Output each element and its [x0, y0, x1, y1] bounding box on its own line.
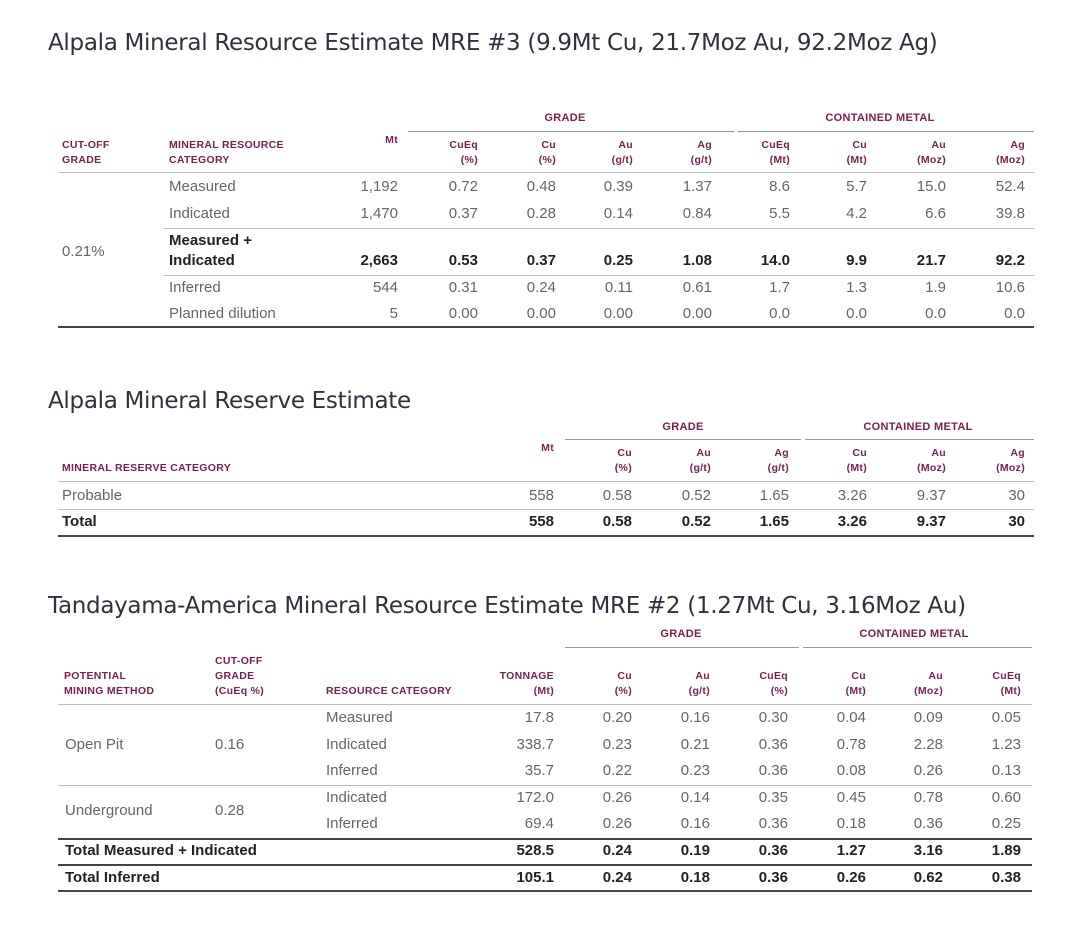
t1-value-cell: 0.00: [603, 305, 633, 322]
t3-value-cell: 0.36: [758, 736, 788, 753]
t2-value-cell: 0.58: [602, 513, 632, 530]
t2-mt-cell: 558: [528, 513, 554, 530]
t1-value-cell: 4.2: [846, 205, 867, 222]
t1-category-label: Measured +: [169, 232, 252, 249]
t3-col-header: Cu (Mt): [845, 670, 866, 697]
t1-value-cell: 0.00: [682, 305, 712, 322]
t3-contained-metal-group-label: CONTAINED METAL: [859, 628, 969, 640]
t1-col-header: Cu (%): [538, 139, 556, 166]
t3-value-cell: 1.27: [836, 842, 866, 859]
t2-value-cell: 3.26: [837, 513, 867, 530]
t1-category-label: Indicated: [169, 252, 235, 269]
t3-value-cell: 0.26: [602, 815, 632, 832]
t3-tonnage-cell: 338.7: [516, 736, 554, 753]
t1-value-cell: 0.25: [603, 252, 633, 269]
t2-col-header: Ag (Moz): [996, 447, 1025, 474]
t1-value-cell: 0.37: [526, 252, 556, 269]
t3-value-cell: 0.19: [680, 842, 710, 859]
t2-value-cell: 9.37: [916, 513, 946, 530]
tandayama-estimate-title: Tandayama-America Mineral Resource Estimate MRE #2 (1.27Mt Cu, 3.16Moz Au): [48, 593, 966, 619]
t2-value-cell: 1.65: [759, 487, 789, 504]
t3-method-underground: Underground: [65, 802, 153, 819]
t1-value-cell: 0.53: [448, 252, 478, 269]
t3-tonnage-cell: 35.7: [524, 762, 554, 779]
t1-value-cell: 0.0: [925, 305, 946, 322]
t1-header-cutoff: CUT-OFF GRADE: [62, 139, 110, 166]
t2-value-cell: 3.26: [837, 487, 867, 504]
t1-value-cell: 9.9: [846, 252, 867, 269]
t3-category-label: Inferred: [326, 762, 378, 779]
grade-group-label: GRADE: [544, 112, 586, 124]
t1-value-cell: 0.24: [526, 279, 556, 296]
t2-col-header: Au (g/t): [689, 447, 711, 474]
t2-header-mt: Mt: [541, 442, 554, 454]
t3-tonnage-cell: 172.0: [516, 789, 554, 806]
t1-mt-cell: 1,192: [360, 178, 398, 195]
t3-value-cell: 0.23: [680, 762, 710, 779]
t1-mt-cell: 1,470: [360, 205, 398, 222]
t3-value-cell: 0.09: [913, 709, 943, 726]
t1-value-cell: 0.11: [604, 279, 633, 296]
t2-col-header: Au (Moz): [917, 447, 946, 474]
t1-value-cell: 10.6: [995, 279, 1025, 296]
t3-value-cell: 0.18: [836, 815, 866, 832]
t3-value-cell: 0.36: [758, 762, 788, 779]
t3-header-category: RESOURCE CATEGORY: [326, 685, 452, 697]
t3-category-label: Inferred: [326, 815, 378, 832]
contained-metal-group-label: CONTAINED METAL: [825, 112, 935, 124]
t1-value-cell: 5.7: [846, 178, 867, 195]
t1-value-cell: 0.0: [769, 305, 790, 322]
t2-header-category: MINERAL RESERVE CATEGORY: [62, 462, 232, 474]
t2-contained-metal-group-label: CONTAINED METAL: [863, 421, 973, 433]
t3-value-cell: 0.30: [758, 709, 788, 726]
t3-value-cell: 0.38: [991, 869, 1021, 886]
t1-cutoff-value: 0.21%: [62, 243, 105, 260]
t3-value-cell: 0.36: [758, 842, 788, 859]
t3-value-cell: 0.16: [680, 709, 710, 726]
t1-value-cell: 21.7: [916, 252, 946, 269]
t1-value-cell: 15.0: [916, 178, 946, 195]
t3-header-method: POTENTIAL MINING METHOD: [64, 670, 155, 697]
t1-col-header: CuEq (Mt): [761, 139, 790, 166]
t3-cutoff-underground: 0.28: [215, 802, 245, 819]
t3-value-cell: 0.36: [758, 869, 788, 886]
t2-col-header: Cu (%): [614, 447, 632, 474]
t1-header-category: MINERAL RESOURCE CATEGORY: [169, 139, 284, 166]
t3-category-label: Indicated: [326, 789, 387, 806]
t1-value-cell: 1.08: [682, 252, 712, 269]
t3-value-cell: 0.05: [991, 709, 1021, 726]
reserve-estimate-title: Alpala Mineral Reserve Estimate: [48, 388, 411, 414]
t1-mt-cell: 5: [389, 305, 398, 322]
t3-col-header: Au (Moz): [914, 670, 943, 697]
t3-value-cell: 0.26: [913, 762, 943, 779]
t3-value-cell: 0.04: [836, 709, 866, 726]
t3-col-header: Cu (%): [614, 670, 632, 697]
t1-category-label: Measured: [169, 178, 236, 195]
resource-estimate-title: Alpala Mineral Resource Estimate MRE #3 (9.9Mt Cu, 21.7Moz Au, 92.2Moz Ag): [48, 30, 938, 56]
t3-cutoff-open-pit: 0.16: [215, 736, 245, 753]
t3-tonnage-cell: 528.5: [516, 842, 554, 859]
t3-value-cell: 0.24: [602, 842, 632, 859]
t2-value-cell: 0.58: [602, 487, 632, 504]
t1-value-cell: 0.28: [526, 205, 556, 222]
t3-category-label: Indicated: [326, 736, 387, 753]
t3-value-cell: 0.20: [602, 709, 632, 726]
t2-col-header: Ag (g/t): [767, 447, 789, 474]
t1-value-cell: 0.61: [682, 279, 712, 296]
t1-col-header: Cu (Mt): [846, 139, 867, 166]
t3-value-cell: 0.45: [836, 789, 866, 806]
t1-category-label: Indicated: [169, 205, 230, 222]
t2-value-cell: 0.52: [681, 487, 711, 504]
t3-value-cell: 0.35: [758, 789, 788, 806]
t3-grade-group-label: GRADE: [660, 628, 702, 640]
t1-col-header: CuEq (%): [449, 139, 478, 166]
t3-value-cell: 0.78: [836, 736, 866, 753]
t1-value-cell: 8.6: [769, 178, 790, 195]
t1-value-cell: 0.31: [448, 279, 478, 296]
t3-header-cutoff: CUT-OFF GRADE (CuEq %): [215, 655, 265, 697]
t2-value-cell: 1.65: [759, 513, 789, 530]
t3-value-cell: 0.36: [913, 815, 943, 832]
t1-value-cell: 52.4: [995, 178, 1025, 195]
t1-value-cell: 5.5: [769, 205, 790, 222]
t3-category-label: Measured: [326, 709, 393, 726]
t3-value-cell: 0.16: [680, 815, 710, 832]
t1-value-cell: 92.2: [995, 252, 1025, 269]
t3-tonnage-cell: 17.8: [524, 709, 554, 726]
t3-header-tonnage: TONNAGE (Mt): [499, 670, 554, 697]
t1-value-cell: 0.0: [846, 305, 867, 322]
t2-category-label: Total: [62, 513, 97, 530]
t3-value-cell: 0.26: [602, 789, 632, 806]
t3-category-label: Total Measured + Indicated: [65, 842, 257, 859]
t3-value-cell: 2.28: [913, 736, 943, 753]
t3-value-cell: 1.89: [991, 842, 1021, 859]
t3-value-cell: 0.22: [602, 762, 632, 779]
t3-value-cell: 0.78: [913, 789, 943, 806]
t1-value-cell: 0.00: [448, 305, 478, 322]
t1-value-cell: 0.39: [603, 178, 633, 195]
t2-col-header: Cu (Mt): [846, 447, 867, 474]
t1-value-cell: 1.3: [846, 279, 867, 296]
t2-mt-cell: 558: [528, 487, 554, 504]
t1-mt-cell: 2,663: [360, 252, 398, 269]
t3-value-cell: 1.23: [991, 736, 1021, 753]
t1-category-label: Inferred: [169, 279, 221, 296]
t1-value-cell: 0.0: [1004, 305, 1025, 322]
t2-value-cell: 0.52: [681, 513, 711, 530]
t1-col-header: Ag (Moz): [996, 139, 1025, 166]
t1-value-cell: 1.37: [682, 178, 712, 195]
t3-value-cell: 0.60: [991, 789, 1021, 806]
t1-value-cell: 0.14: [603, 205, 633, 222]
t3-value-cell: 0.26: [836, 869, 866, 886]
t3-value-cell: 0.13: [991, 762, 1021, 779]
t3-value-cell: 0.08: [836, 762, 866, 779]
t1-col-header: Au (Moz): [917, 139, 946, 166]
t1-value-cell: 0.37: [448, 205, 478, 222]
t3-value-cell: 0.23: [602, 736, 632, 753]
t2-value-cell: 30: [1008, 513, 1025, 530]
t1-value-cell: 0.00: [526, 305, 556, 322]
t1-col-header: Au (g/t): [611, 139, 633, 166]
t3-value-cell: 0.21: [680, 736, 710, 753]
t3-value-cell: 0.14: [680, 789, 710, 806]
t1-value-cell: 6.6: [925, 205, 946, 222]
t3-method-open-pit: Open Pit: [65, 736, 124, 753]
t3-value-cell: 3.16: [913, 842, 943, 859]
t3-col-header: CuEq (Mt): [992, 670, 1021, 697]
t1-mt-cell: 544: [372, 279, 398, 296]
t3-value-cell: 0.24: [602, 869, 632, 886]
t3-value-cell: 0.36: [758, 815, 788, 832]
t1-col-header: Ag (g/t): [690, 139, 712, 166]
t2-value-cell: 9.37: [916, 487, 946, 504]
t1-value-cell: 1.9: [925, 279, 946, 296]
t1-value-cell: 0.72: [448, 178, 478, 195]
t1-value-cell: 39.8: [995, 205, 1025, 222]
t1-header-mt: Mt: [385, 134, 398, 146]
t3-value-cell: 0.62: [913, 869, 943, 886]
t1-category-label: Planned dilution: [169, 305, 276, 322]
t2-value-cell: 30: [1008, 487, 1025, 504]
t1-value-cell: 0.84: [682, 205, 712, 222]
t1-value-cell: 14.0: [760, 252, 790, 269]
t3-category-label: Total Inferred: [65, 869, 160, 886]
t1-value-cell: 0.48: [526, 178, 556, 195]
t3-tonnage-cell: 69.4: [524, 815, 554, 832]
t3-tonnage-cell: 105.1: [516, 869, 554, 886]
t2-category-label: Probable: [62, 487, 123, 504]
t1-value-cell: 1.7: [769, 279, 790, 296]
t3-value-cell: 0.25: [991, 815, 1021, 832]
t3-col-header: CuEq (%): [759, 670, 788, 697]
t3-value-cell: 0.18: [680, 869, 710, 886]
t3-col-header: Au (g/t): [688, 670, 710, 697]
t2-grade-group-label: GRADE: [662, 421, 704, 433]
